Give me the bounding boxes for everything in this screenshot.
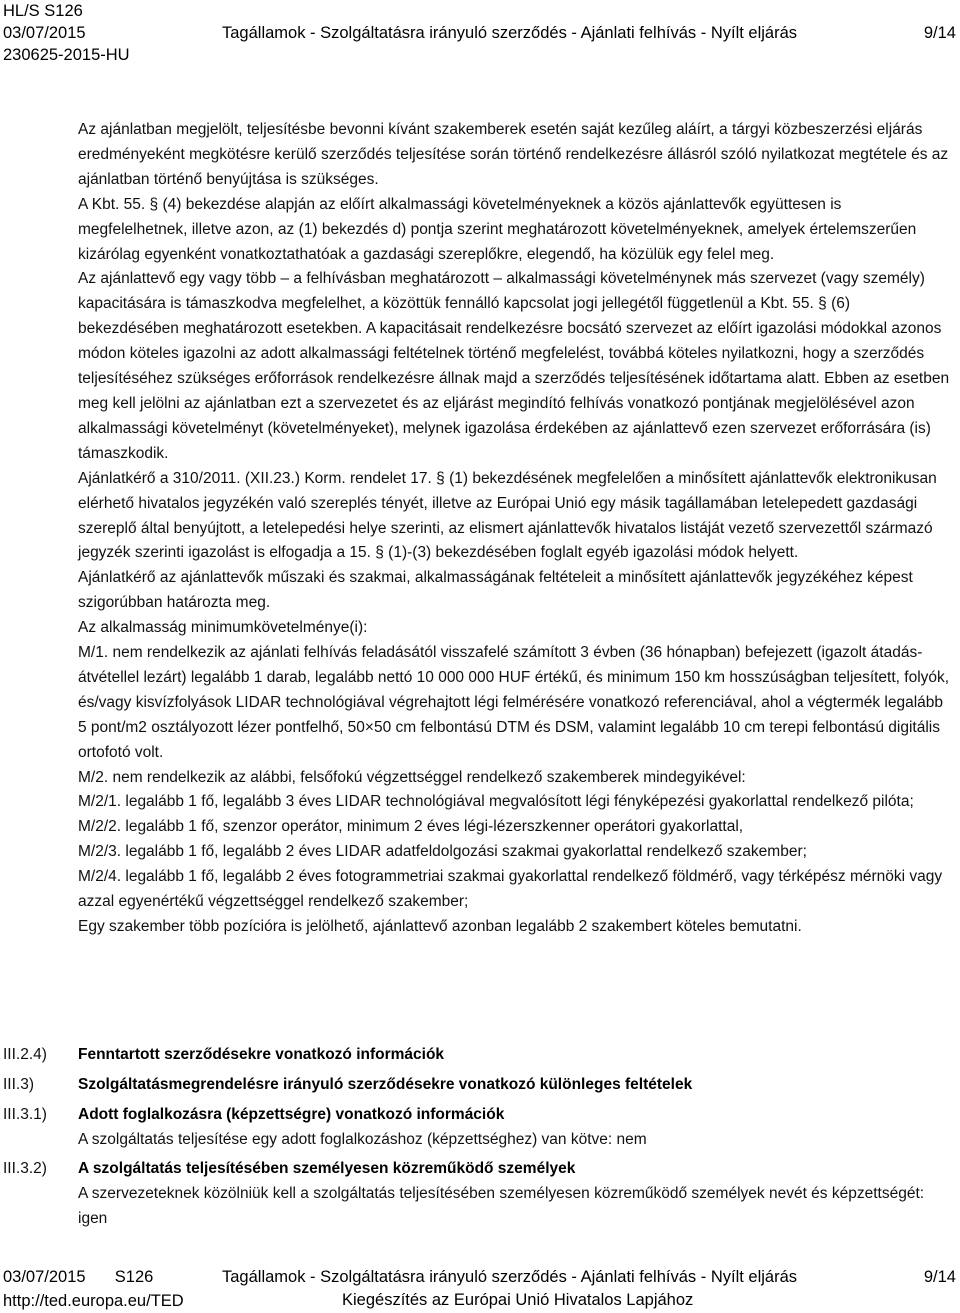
paragraph: Ajánlatkérő az ajánlattevők műszaki és szakmai, alkalmasságának feltételeit a minősített ajánlattevők jegyzékéhez képest szigorúbban határozta meg. bbox=[78, 569, 913, 612]
body-text bbox=[78, 118, 950, 940]
paragraph: Az alkalmasság minimumkövetelménye(i): bbox=[78, 619, 368, 637]
footer-date: 03/07/2015 bbox=[3, 1268, 86, 1286]
paragraph: Egy szakember több pozícióra is jelölhető, ajánlattevő azonban legalább 2 szakembert köteles bemutatni. bbox=[78, 918, 802, 935]
section-heading: Szolgáltatásmegrendelésre irányuló szerződésekre vonatkozó különleges feltételek bbox=[78, 1076, 693, 1093]
header-ref: 230625-2015-HU bbox=[3, 46, 130, 64]
header-title: Tagállamok - Szolgáltatásra irányuló szerződés - Ajánlati felhívás - Nyílt eljárás bbox=[222, 24, 798, 42]
section-profession bbox=[78, 1103, 950, 1153]
page-header bbox=[0, 0, 960, 72]
section-number: III.2.4) bbox=[3, 1046, 47, 1063]
paragraph: M/2/2. legalább 1 fő, szenzor operátor, minimum 2 éves légi-lézerszkenner operátori gyakorlattal, bbox=[78, 818, 744, 836]
doc-id: HL/S S126 bbox=[3, 2, 83, 20]
paragraph: M/2/1. legalább 1 fő, legalább 3 éves LIDAR technológiával megvalósított légi fényképezési gyakorlattal rendelkező pilóta; bbox=[78, 793, 914, 811]
paragraph: Az ajánlattevő egy vagy több – a felhívásban meghatározott – alkalmassági követelménynek más szervezet (vagy személy) kapacitására is támaszkodva megfelelhet, a közöttük fennálló kapcsolat jogi jellegétől függetlenül a Kbt. 55. § (6) bekezdésében meghatározott esetekben. A kapacitásait rendelkezésre bocsátó szervezet az előírt igazolási módokkal azonos módon köteles igazolni az adott alkalmassági feltételnek történő megfelelést, továbbá köteles nyilatkozni, hogy a szerződés teljesítéséhez szükséges erőforrások rendelkezésre állnak majd a szerződés teljesítésének időtartama alatt. Ebben az esetben meg kell jelölni az ajánlatban ezt a szervezetet és az eljárást megindító felhívás vonatkozó pontjának megjelölésével azon alkalmassági követelményt (követelményeket), melynek igazolása érdekében az ajánlattevő ezen szervezet erőforrására (is) támaszkodik. bbox=[78, 270, 950, 462]
section-heading: Fenntartott szerződésekre vonatkozó információk bbox=[78, 1046, 445, 1063]
section-reserved-contracts bbox=[78, 1043, 950, 1068]
paragraph: M/1. nem rendelkezik az ajánlati felhívás feladásától visszafelé számított 3 évben (36 hónapban) befejezett (igazolt átadás-átvétellel lezárt) legalább 1 darab, legalább nettó 10 000 000 HUF értékű, és minimum 150 km hosszúságban teljesített, folyók, és/vagy kisvízfolyások LIDAR technológiával végrehajtott légi felmérésére vonatkozó referenciával, ahol a végtermék legalább 5 pont/m2 osztályozott lézer pontfelhő, 50×50 cm felbontású DTM és DSM, valamint legalább 10 cm terepi felbontású digitális ortofotó volt. bbox=[78, 644, 950, 761]
header-page-number: 9/14 bbox=[923, 24, 956, 42]
section-staff bbox=[78, 1157, 950, 1232]
section-heading: Adott foglalkozásra (képzettségre) vonatkozó információk bbox=[78, 1106, 505, 1123]
section-heading: A szolgáltatás teljesítésében személyesen közreműködő személyek bbox=[78, 1160, 576, 1177]
section-service-conditions bbox=[78, 1073, 950, 1098]
footer-series: S126 bbox=[114, 1268, 154, 1286]
footer-page-number: 9/14 bbox=[923, 1268, 956, 1286]
paragraph: A Kbt. 55. § (4) bekezdése alapján az előírt alkalmassági követelményeknek a közös ajánlattevők együttesen is megfelelhetnek, illetve azon, az (1) bekezdés d) pontja szerint meghatározott követelményeknek, amelyek értelemszerűen kizárólag egyenként vonatkoztathatóak a gazdasági szereplőkre, elegendő, ha közülük egy felel meg. bbox=[78, 195, 917, 263]
footer-subtitle: Kiegészítés az Európai Unió Hivatalos Lapjához bbox=[342, 1291, 694, 1309]
paragraph: M/2. nem rendelkezik az alábbi, felsőfokú végzettséggel rendelkező szakemberek mindegyikével: bbox=[78, 768, 746, 786]
section-text: A szolgáltatás teljesítése egy adott foglalkozáshoz (képzettséghez) van kötve: nem bbox=[78, 1130, 647, 1148]
section-number: III.3.1) bbox=[3, 1106, 47, 1123]
header-date: 03/07/2015 bbox=[3, 24, 86, 42]
paragraph: M/2/3. legalább 1 fő, legalább 2 éves LIDAR adatfeldolgozási szakmai gyakorlattal rendelkező szakember; bbox=[78, 843, 807, 861]
section-number: III.3) bbox=[3, 1076, 35, 1093]
section-number: III.3.2) bbox=[3, 1160, 47, 1177]
footer-title: Tagállamok - Szolgáltatásra irányuló szerződés - Ajánlati felhívás - Nyílt eljárás bbox=[222, 1268, 798, 1286]
section-text: A szervezeteknek közölniük kell a szolgáltatás teljesítésében személyesen közreműködő személyek nevét és képzettségét: igen bbox=[78, 1184, 925, 1227]
paragraph: Ajánlatkérő a 310/2011. (XII.23.) Korm. rendelet 17. § (1) bekezdésének megfelelően a minősített ajánlattevők elektronikusan elérhető hivatalos jegyzékén való szereplés tényét, illetve az Európai Unió egy másik tagállamában letelepedett gazdasági szereplő által benyújtott, a letelepedési helye szerinti, az elismert ajánlattevők hivatalos listáját vezető szervezettől származó jegyzék szerinti igazolást is elfogadja a 15. § (1)-(3) bekezdésében foglalt egyéb igazolási módok helyett. bbox=[78, 469, 937, 562]
footer-url[interactable]: http://ted.europa.eu/TED bbox=[3, 1292, 184, 1310]
header-ids bbox=[3, 0, 130, 66]
paragraph: Az ajánlatban megjelölt, teljesítésbe bevonni kívánt szakemberek esetén saját kezűleg aláírt, a tárgyi közbeszerzési eljárás eredményeként megkötésre kerülő szerződés teljesítése során történő rendelkezésre állásról szóló nyilatkozat megtétele és az ajánlatban történő benyújtása is szükséges. bbox=[78, 121, 949, 188]
footer-ids bbox=[3, 1265, 184, 1313]
paragraph: M/2/4. legalább 1 fő, legalább 2 éves fotogrammetriai szakmai gyakorlattal rendelkező földmérő, vagy térképész mérnöki vagy azzal egyenértékű végzettséggel rendelkező szakember; bbox=[78, 868, 943, 911]
